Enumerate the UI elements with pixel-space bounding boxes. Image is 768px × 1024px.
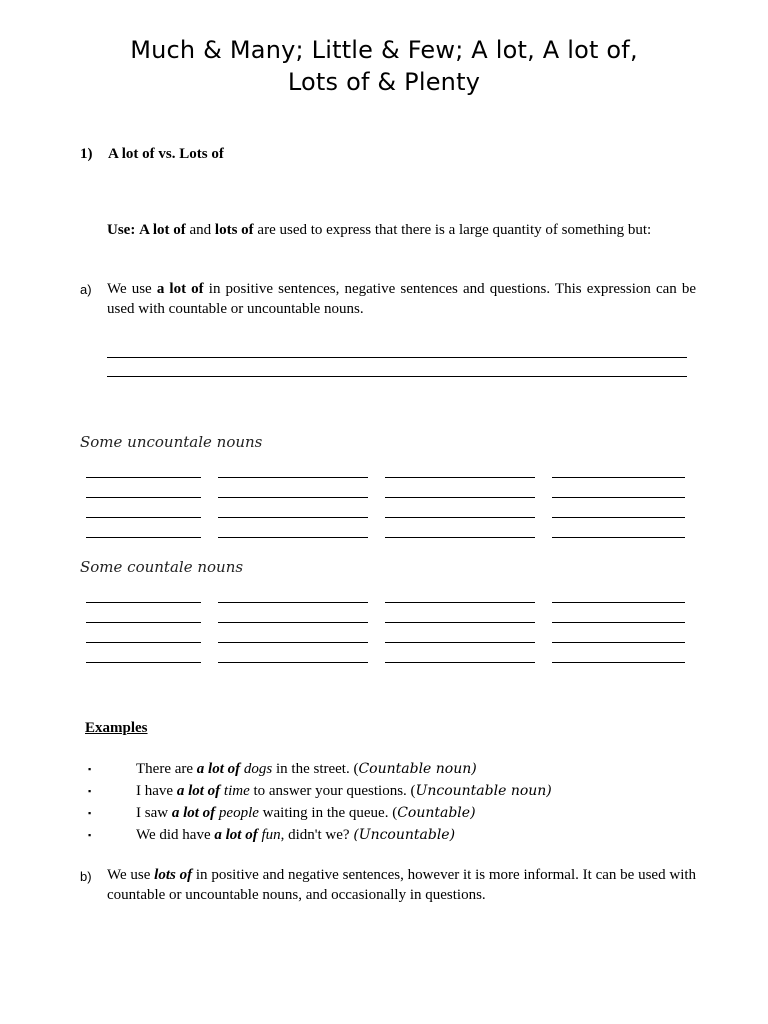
point-b-marker: b) [80, 869, 92, 884]
noun-blank[interactable] [218, 517, 368, 518]
noun-blank[interactable] [218, 537, 368, 538]
example-noun: time [223, 783, 250, 799]
noun-blank[interactable] [86, 497, 201, 498]
use-label: Use: [107, 222, 136, 238]
noun-blank[interactable] [552, 642, 685, 643]
point-a-term: a lot of [156, 281, 204, 297]
point-b-text-1: We use [107, 867, 151, 883]
example-term: a lot of [171, 805, 216, 821]
use-term-a-lot-of: A lot of [139, 222, 186, 238]
example-term: a lot of [176, 783, 221, 799]
point-a-text-2: in positive sentences, negative sentences and questions. This expression can be used with countable or uncountable nouns. [107, 281, 697, 317]
noun-blank[interactable] [552, 602, 685, 603]
noun-blank[interactable] [86, 537, 201, 538]
use-text: are used to express that there is a large quantity of something but: [257, 222, 652, 238]
noun-blank[interactable] [385, 517, 535, 518]
example-text: I have [136, 783, 177, 799]
noun-blank[interactable] [86, 517, 201, 518]
writing-line-1[interactable] [107, 357, 687, 358]
example-text: I saw [136, 805, 172, 821]
noun-blank[interactable] [552, 497, 685, 498]
noun-blank[interactable] [385, 537, 535, 538]
example-note: Countable) [397, 805, 476, 821]
section-number: 1) [80, 146, 93, 162]
example-noun: people [218, 805, 259, 821]
example-noun: dogs [243, 761, 273, 777]
noun-blank[interactable] [86, 662, 201, 663]
noun-blank[interactable] [385, 622, 535, 623]
noun-blank[interactable] [385, 662, 535, 663]
example-text: We did have [136, 827, 215, 843]
section-title: A lot of vs. Lots of [108, 146, 224, 162]
point-a-text-1: We use [107, 281, 152, 297]
example-term: a lot of [214, 827, 258, 843]
noun-blank[interactable] [218, 497, 368, 498]
title-line-2: Lots of & Plenty [287, 68, 481, 96]
example-note: Countable noun) [358, 761, 477, 777]
example-note: Uncountable noun) [415, 783, 552, 799]
noun-blank[interactable] [218, 662, 368, 663]
noun-blank[interactable] [86, 622, 201, 623]
noun-blank[interactable] [218, 622, 368, 623]
example-text: waiting in the queue. ( [258, 805, 398, 821]
noun-blank[interactable] [218, 642, 368, 643]
noun-blank[interactable] [86, 642, 201, 643]
example-text: to answer your questions. ( [249, 783, 416, 799]
noun-blank[interactable] [86, 477, 201, 478]
bullet-icon: ▪ [88, 764, 92, 774]
example-text: in the street. ( [272, 761, 359, 777]
noun-blank[interactable] [86, 602, 201, 603]
writing-line-2[interactable] [107, 376, 687, 377]
countable-heading: Some countale nouns [80, 558, 244, 576]
noun-blank[interactable] [385, 477, 535, 478]
noun-blank[interactable] [552, 622, 685, 623]
noun-blank[interactable] [552, 537, 685, 538]
uncountable-heading: Some uncountale nouns [80, 433, 263, 451]
example-term: a lot of [196, 761, 241, 777]
section-heading [80, 146, 224, 163]
bullet-icon: ▪ [88, 830, 92, 840]
title-line-1: Much & Many; Little & Few; A lot, A lot of, [130, 36, 638, 64]
point-b-term: lots of [154, 867, 193, 883]
noun-blank[interactable] [552, 517, 685, 518]
noun-blank[interactable] [385, 602, 535, 603]
noun-blank[interactable] [218, 477, 368, 478]
noun-blank[interactable] [385, 497, 535, 498]
bullet-icon: ▪ [88, 808, 92, 818]
point-a-marker: a) [80, 282, 92, 297]
noun-blank[interactable] [552, 477, 685, 478]
use-and: and [189, 222, 212, 238]
example-noun: fun [261, 827, 281, 843]
point-b-paragraph [107, 865, 696, 905]
example-note: (Uncountable) [353, 827, 456, 843]
point-a-paragraph [107, 279, 696, 319]
use-term-lots-of: lots of [214, 222, 254, 238]
noun-blank[interactable] [218, 602, 368, 603]
bullet-icon: ▪ [88, 786, 92, 796]
examples-heading: Examples [85, 720, 148, 736]
noun-blank[interactable] [552, 662, 685, 663]
use-paragraph [107, 220, 696, 240]
noun-blank[interactable] [385, 642, 535, 643]
page-title [0, 34, 768, 98]
point-b-text-2: in positive and negative sentences, however it is more informal. It can be used with countable or uncountable nouns, and occasionally in questions. [107, 867, 697, 903]
example-text: There are [136, 761, 197, 777]
example-text: , didn't we? [280, 827, 354, 843]
